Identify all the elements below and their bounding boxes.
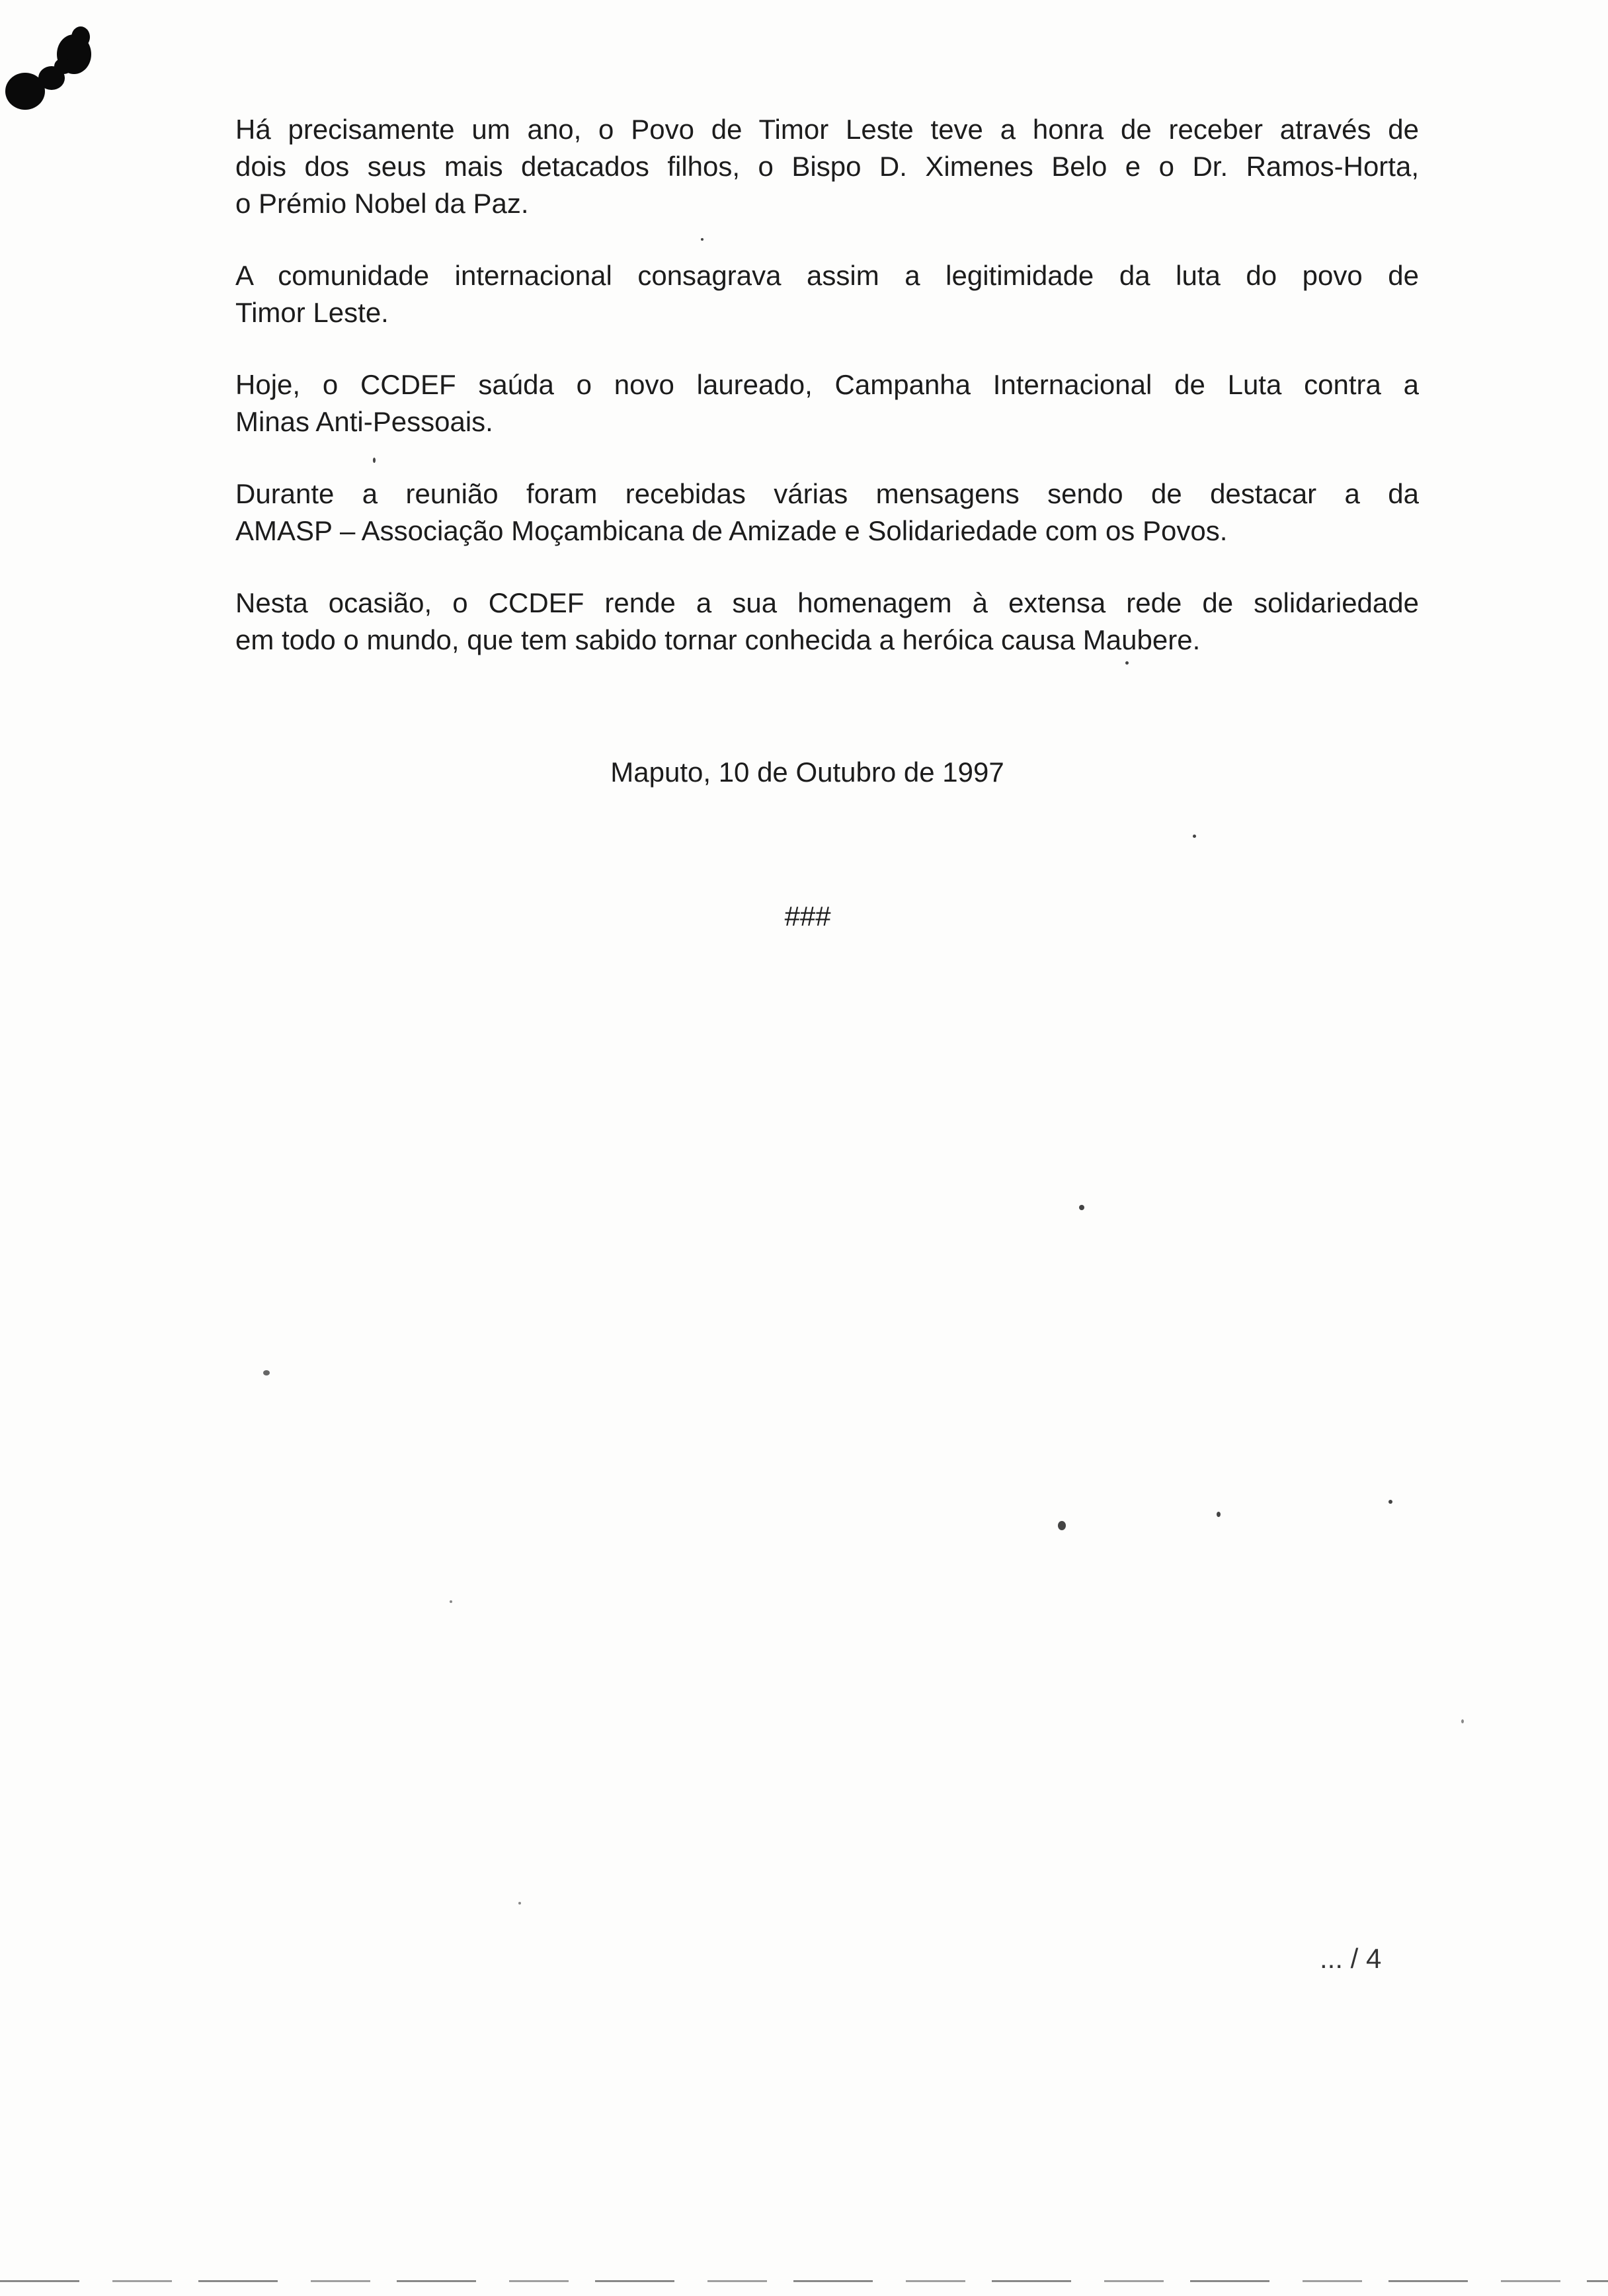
scan-speck [1193,835,1196,838]
page-continuation-marker: ... / 4 [1320,1943,1382,1974]
text-line: Há precisamente um ano, o Povo de Timor Leste teve a honra de receber através de [235,114,1419,145]
scan-edge-line [0,2280,1608,2282]
place-and-date: Maputo, 10 de Outubro de 1997 [610,757,1004,788]
scan-speck [1388,1500,1392,1504]
text-line: A comunidade internacional consagrava assim a legitimidade da luta do povo de [235,260,1419,291]
paragraph-new-laureate [235,366,1419,440]
scan-speck [1461,1719,1464,1723]
text-line: Minas Anti-Pessoais. [235,406,493,437]
scan-speck [1058,1521,1066,1530]
end-of-text-marks: ### [784,901,831,932]
paragraph-nobel-anniversary [235,111,1419,222]
letter-body [235,111,1419,694]
scan-speck [1217,1512,1221,1517]
text-line: Hoje, o CCDEF saúda o novo laureado, Campanha Internacional de Luta contra a [235,369,1419,400]
text-line: AMASP – Associação Moçambicana de Amizade e Solidariedade com os Povos. [235,515,1228,546]
text-line: Nesta ocasião, o CCDEF rende a sua homenagem à extensa rede de solidariedade [235,587,1419,618]
text-line: dois dos seus mais detacados filhos, o Bispo D. Ximenes Belo e o Dr. Ramos-Horta, [235,151,1419,182]
scan-speck [373,458,376,463]
scan-speck [1079,1205,1084,1210]
text-line: em todo o mundo, que tem sabido tornar conhecida a heróica causa Maubere. [235,624,1201,655]
text-line: o Prémio Nobel da Paz. [235,188,529,219]
paragraph-international-community [235,257,1419,331]
scan-speck [701,238,704,241]
ink-blot-mark [0,13,99,112]
text-line: Durante a reunião foram recebidas várias mensagens sendo de destacar a da [235,478,1419,509]
scan-speck [263,1370,270,1375]
scan-speck [1125,661,1129,665]
scan-speck [518,1902,521,1905]
text-line: Timor Leste. [235,297,389,328]
scan-speck [450,1600,452,1603]
paragraph-messages-received [235,475,1419,550]
paragraph-solidarity-tribute [235,585,1419,659]
